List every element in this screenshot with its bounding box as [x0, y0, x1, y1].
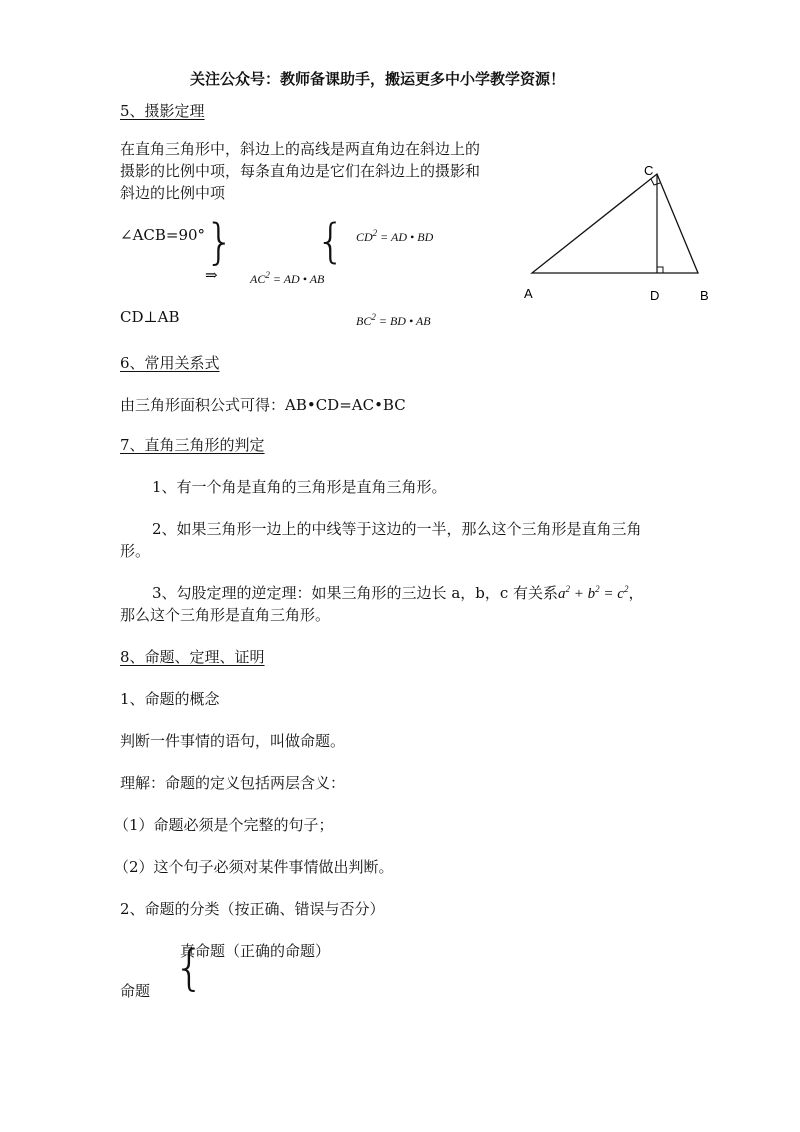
left-brace-icon: {: [316, 214, 346, 268]
s8-definition: 判断一件事情的语句，叫做命题。: [120, 732, 346, 750]
right-angle-mark-d: [657, 267, 663, 273]
eq1-rhs: = AD • BD: [377, 230, 434, 244]
section-6-title: 6、常用关系式: [120, 354, 220, 372]
proposition-label: 命题: [120, 982, 151, 1000]
s7-item-3-text: 3、勾股定理的逆定理：如果三角形的三边长 a，b，c 有关系: [152, 584, 559, 602]
formula-eq: =: [599, 586, 618, 602]
vertex-label-b: B: [700, 288, 709, 303]
classification-brace-icon: {: [174, 940, 205, 996]
vertex-label-a: A: [524, 286, 533, 301]
formula-end: ，: [628, 584, 644, 602]
s8-point-2: （2）这个句子必须对某件事情做出判断。: [114, 858, 394, 876]
s6-area-formula: 由三角形面积公式可得：AB•CD=AC•BC: [120, 396, 406, 414]
s5-paragraph-line-1: 在直角三角形中，斜边上的高线是两直角边在斜边上的: [120, 140, 481, 158]
s8-point-1: （1）命题必须是个完整的句子；: [114, 816, 334, 834]
eq2-exp: 2: [265, 270, 270, 280]
right-triangle-figure: [510, 155, 730, 315]
formula-a: a: [558, 586, 566, 602]
section-5-title: 5、摄影定理: [120, 102, 205, 120]
s7-item-2-line-2: 形。: [120, 542, 151, 560]
right-angle-mark-c: [651, 179, 660, 185]
s7-item-1: 1、有一个角是直角的三角形是直角三角形。: [152, 478, 447, 496]
formula-c: c: [617, 586, 624, 602]
formula-a-exp: 2: [565, 584, 571, 594]
formula-b-exp: 2: [595, 584, 600, 594]
vertex-label-d: D: [650, 288, 660, 303]
eq1-lhs: CD: [356, 230, 373, 244]
s8-understanding: 理解：命题的定义包括两层含义：: [120, 774, 346, 792]
equation-ac-squared: [250, 270, 324, 287]
s5-paragraph-line-2: 摄影的比例中项，每条直角边是它们在斜边上的摄影和: [120, 162, 481, 180]
eq1-exp: 2: [372, 228, 378, 238]
right-brace-icon: }: [205, 212, 235, 270]
s5-paragraph-line-3: 斜边的比例中项: [120, 184, 226, 202]
equation-bc-squared: [356, 312, 431, 329]
eq3-exp: 2: [371, 312, 376, 322]
s8-subtitle-2: 2、命题的分类（按正确、错误与否分）: [120, 900, 385, 918]
implies-arrow-icon: ⇒: [205, 266, 218, 284]
true-proposition: 真命题（正确的命题）: [180, 942, 331, 960]
eq3-lhs: BC: [356, 314, 372, 328]
eq2-lhs: AC: [250, 272, 266, 286]
s7-item-3-line-1: [152, 582, 643, 603]
formula-b: b: [587, 586, 596, 602]
pythagorean-formula: [558, 586, 628, 602]
formula-c-exp: 2: [623, 584, 629, 594]
triangle-outline: [532, 174, 698, 273]
section-8-title: 8、命题、定理、证明: [120, 648, 265, 666]
s8-subtitle-1: 1、命题的概念: [120, 690, 220, 708]
condition-perpendicular: CD⊥AB: [120, 308, 180, 326]
eq2-rhs: = AD • AB: [269, 272, 325, 286]
s7-item-3-line-2: 那么这个三角形是直角三角形。: [120, 606, 331, 624]
condition-right-angle: ∠ACB=90°: [120, 226, 206, 244]
eq3-rhs: = BD • AB: [375, 314, 431, 328]
s7-item-2-line-1: 2、如果三角形一边上的中线等于这边的一半，那么这个三角形是直角三角: [152, 520, 642, 538]
section-7-title: 7、直角三角形的判定: [120, 436, 265, 454]
vertex-label-c: C: [644, 163, 654, 178]
page-header: 关注公众号：教师备课助手，搬运更多中小学教学资源！: [190, 70, 566, 88]
formula-plus: +: [570, 586, 588, 602]
equation-cd-squared: [356, 228, 433, 245]
